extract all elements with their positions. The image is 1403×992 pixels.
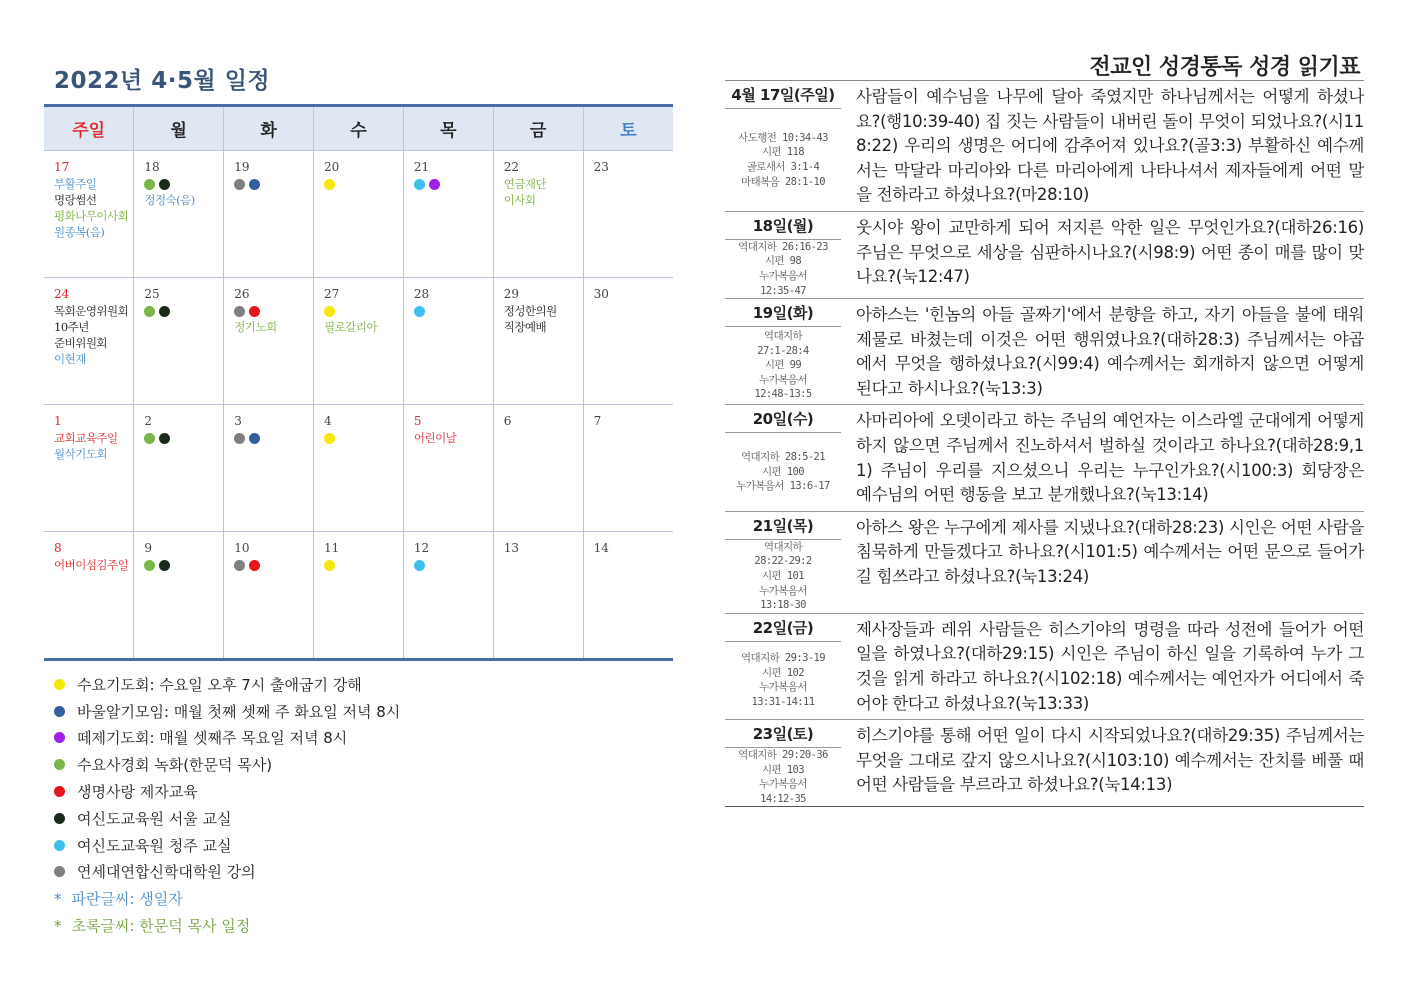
reading-question: 아하스 왕은 누구에게 제사를 지냈나요?(대하28:23) 시인은 어떤 사람을 침묵하게 만들겠다고 하나요?(시101:5) 예수께서는 어떤 문으로 들어가길 힘쓰라고 하셨나요?(눅13:24) [856, 517, 1365, 586]
reading-meta [725, 405, 841, 510]
reading-refs [725, 748, 841, 806]
calendar-day-cell [583, 277, 673, 404]
schedule-dot [249, 179, 260, 190]
schedule-dot [324, 433, 335, 444]
weekday-header: 목 [403, 107, 493, 150]
reading-entry [725, 512, 1364, 614]
schedule-dots [324, 179, 403, 190]
schedule-dots [234, 306, 313, 317]
day-number: 25 [144, 286, 160, 301]
reading-meta [725, 81, 841, 211]
schedule-dot [234, 433, 245, 444]
reading-refs [725, 540, 841, 613]
day-number: 28 [413, 286, 430, 301]
reading-refs [725, 240, 841, 298]
weekday-header: 토 [583, 107, 673, 150]
reading-ref: 골로새서 3:1-4 [746, 161, 820, 173]
day-number: 18 [144, 159, 160, 174]
schedule-dots [234, 433, 313, 444]
reading-ref: 누가복음서 [759, 778, 807, 791]
calendar-day-cell [493, 531, 583, 658]
calendar-week-row [44, 277, 673, 404]
reading-title: 전교인 성경통독 성경 읽기표 [1089, 55, 1360, 80]
reading-day: 18일(월) [725, 212, 841, 240]
schedule-dots [144, 306, 223, 317]
day-number: 19 [234, 159, 250, 174]
calendar-event: 10주년 [54, 319, 89, 334]
reading-ref: 12:48-13:5 [754, 388, 812, 401]
schedule-dot [249, 560, 260, 571]
reading-ref: 사도행전 10:34-43 [738, 131, 828, 144]
schedule-dot [159, 179, 170, 190]
calendar-day-cell [44, 404, 134, 531]
legend-item [54, 725, 673, 752]
asterisk: * [54, 916, 62, 935]
reading-ref: 시편 118 [762, 146, 804, 159]
reading-ref: 누가복음서 [759, 373, 807, 386]
reading-ref: 마태복음 28:1-10 [741, 175, 825, 188]
reading-ref: 누가복음서 13:6-17 [736, 480, 830, 493]
calendar-event: 이현재 [54, 351, 86, 366]
schedule-dot [159, 433, 170, 444]
legend-text: 수요사경회 녹화(한문덕 목사) [77, 756, 273, 775]
calendar-day-cell [493, 277, 583, 404]
reading-ref: 시편 101 [762, 569, 804, 582]
day-number: 24 [54, 286, 70, 301]
weekday-header: 화 [224, 107, 314, 150]
schedule-dots [324, 560, 403, 571]
calendar-event: 연금재단 [503, 176, 547, 191]
calendar-event: 정기노회 [234, 319, 277, 334]
day-number: 11 [324, 540, 340, 555]
schedule-dot [234, 560, 245, 571]
legend-dot [54, 706, 65, 717]
calendar-day-cell [403, 404, 493, 531]
reading-refs [725, 642, 841, 719]
reading-entry [725, 405, 1364, 511]
calendar-section [44, 62, 673, 939]
schedule-dots [414, 306, 493, 317]
legend-item [54, 698, 673, 725]
calendar-event: 어버이섬김주일 [54, 557, 129, 572]
calendar-day-cell [583, 404, 673, 531]
reading-meta [725, 299, 841, 404]
calendar-event: 부활주일 [54, 176, 97, 191]
calendar-week-row [44, 531, 673, 658]
calendar-day-cell [314, 277, 404, 404]
calendar-day-cell [314, 531, 404, 658]
calendar-day-cell [403, 531, 493, 658]
reading-question: 제사장들과 레위 사람들은 히스기야의 명령을 따라 성전에 들어가 어떤 일을 하였나요?(대하29:15) 시인은 주님이 하신 일을 기록하여 누가 그것을 읽게 하라고 하나요?(시102:18) 예수께서는 예언자가 어디에서 죽어야 한다고 하셨나요?(눅13:33) [856, 619, 1364, 713]
day-number: 17 [54, 159, 70, 174]
reading-ref: 역대지하 29:3-19 [741, 652, 825, 665]
reading-ref: 시편 102 [762, 666, 804, 679]
calendar-week-row [44, 404, 673, 531]
legend-text: 여신도교육원 서울 교실 [77, 809, 232, 828]
calendar-event: 명랑썸선 [54, 192, 97, 207]
reading-meta [725, 212, 841, 298]
reading-question: 웃시야 왕이 교만하게 되어 저지른 악한 일은 무엇인가요?(대하26:16) 주님은 무엇으로 세상을 심판하시나요?(시98:9) 어떤 종이 매를 많이 맞나요?(눅12:47) [856, 218, 1364, 287]
schedule-dot [249, 433, 260, 444]
reading-ref: 14:12-35 [760, 792, 806, 805]
legend-text: 연세대연합신학대학원 강의 [77, 863, 256, 882]
reading-entries [725, 81, 1364, 807]
legend-item [54, 671, 673, 698]
schedule-dot [159, 560, 170, 571]
day-number: 14 [593, 540, 609, 555]
schedule-dots [324, 306, 403, 317]
day-number: 27 [324, 286, 340, 301]
reading-refs [725, 327, 841, 404]
calendar-event: 원종복(음) [54, 224, 105, 239]
schedule-dot [234, 179, 245, 190]
calendar-day-cell [134, 531, 224, 658]
calendar-event: 목회운영위원회 [54, 303, 129, 318]
calendar-day-cell [44, 150, 134, 277]
schedule-dots [414, 560, 493, 571]
reading-question: 사마리아에 오뎃이라고 하는 주님의 예언자는 이스라엘 군대에게 어떻게 하지 않으면 주님께서 진노하셔서 벌하실 것이라고 하나요?(대하28:9,11) 주님이 우리를 지으셨으니 우리는 누구인가요?(시100:3) 회당장은 예수님의 어떤 행동을 보고 분개했나요?(눅13:14) [856, 411, 1364, 505]
reading-ref: 누가복음서 [759, 681, 807, 694]
legend-item [54, 832, 673, 859]
reading-ref: 누가복음서 [759, 584, 807, 597]
legend-dot [54, 732, 65, 743]
calendar-day-cell [583, 531, 673, 658]
reading-entry [725, 720, 1364, 807]
calendar-title: 2022년 4·5월 일정 [54, 68, 271, 94]
schedule-dots [234, 560, 313, 571]
day-number: 4 [324, 413, 332, 428]
reading-ref: 시편 98 [764, 255, 802, 268]
reading-day: 22일(금) [725, 614, 841, 642]
reading-ref: 역대지하 [763, 330, 803, 343]
reading-meta [725, 720, 841, 806]
reading-ref: 역대지하 [763, 540, 803, 553]
calendar-day-cell [314, 404, 404, 531]
calendar-day-cell [583, 150, 673, 277]
day-number: 22 [503, 159, 519, 174]
schedule-dots [234, 179, 313, 190]
day-number: 23 [593, 159, 609, 174]
day-number: 8 [54, 540, 62, 555]
schedule-dot [144, 306, 155, 317]
reading-ref: 13:31-14:11 [751, 695, 815, 708]
reading-ref: 누가복음서 [759, 270, 807, 282]
day-number: 1 [54, 413, 62, 428]
calendar-event: 어린이날 [413, 430, 457, 445]
note-text: 파란글씨: 생일자 [71, 890, 183, 909]
schedule-dot [324, 560, 335, 571]
reading-question: 아하스는 '힌놈의 아들 골짜기'에서 분향을 하고, 자기 아들을 불에 태워 제물로 바쳤는데 이것은 어떤 행위였나요?(대하28:3) 주님께서는 야곱에서 무엇을 행하셨나요?(시99:4) 예수께서는 회개하지 않으면 어떻게 된다고 하시나요?(눅13:3) [856, 305, 1364, 398]
reading-question: 사람들이 예수님을 나무에 달아 죽였지만 하나님께서는 어떻게 하셨나요?(행10:39-40) 집 짓는 사람들이 내버린 돌이 무엇이 되었나요?(시118:22) 우리의 생명은 어디에 감추어져 있나요?(골3:3) 부활하신 예수께서는 막달라 마리아와 다른 마리아에게 나타나셔서 제자들에게 어떤 말을 전하라고 하셨나요?(마28:10) [856, 87, 1364, 205]
legend-dot [54, 786, 65, 797]
day-number: 21 [413, 159, 430, 174]
legend-text: 바울알기모임: 매월 첫째 셋째 주 화요일 저녁 8시 [77, 702, 401, 721]
day-number: 30 [593, 286, 609, 301]
legend-text: 여신도교육원 청주 교실 [77, 836, 232, 855]
reading-entry [725, 81, 1364, 212]
calendar-event: 직장예배 [503, 319, 547, 334]
reading-question: 히스기야를 통해 어떤 일이 다시 시작되었나요?(대하29:35) 주님께서는 무엇을 그대로 갚지 않으시나요?(시103:10) 예수께서는 잔치를 베풀 때 어떤 사람들을 부르라고 하셨나요?(눅14:13) [856, 726, 1364, 795]
reading-entry [725, 299, 1364, 405]
legend-item [54, 805, 673, 832]
reading-ref: 역대지하 26:16-23 [738, 240, 828, 253]
calendar-day-cell [44, 277, 134, 404]
schedule-dot [144, 179, 155, 190]
reading-meta [725, 614, 841, 719]
note-text: 초록글씨: 한문덕 목사 일정 [71, 917, 251, 936]
legend-dot [54, 813, 65, 824]
calendar-day-cell [224, 404, 314, 531]
reading-ref: 역대지하 29:20-36 [738, 748, 828, 761]
schedule-dot [324, 306, 335, 317]
asterisk: * [54, 889, 62, 908]
calendar-event: 정정숙(음) [144, 192, 195, 207]
schedule-dots [414, 179, 493, 190]
calendar-day-cell [224, 277, 314, 404]
day-number: 26 [234, 286, 250, 301]
schedule-dots [144, 179, 223, 190]
day-number: 2 [144, 413, 152, 428]
calendar-day-cell [493, 404, 583, 531]
calendar-event: 월삭기도회 [54, 446, 108, 461]
reading-ref: 13:18-30 [760, 599, 806, 612]
legend [44, 671, 673, 939]
reading-entry [725, 212, 1364, 299]
day-number: 29 [503, 286, 519, 301]
calendar-event: 준비위원회 [54, 335, 108, 350]
weekday-header: 월 [134, 107, 224, 150]
reading-ref: 27:1-28:4 [757, 344, 809, 357]
day-number: 10 [234, 540, 250, 555]
legend-item [54, 859, 673, 886]
legend-note [54, 912, 673, 939]
day-number: 3 [234, 413, 242, 428]
reading-meta [725, 512, 841, 613]
schedule-dot [414, 179, 425, 190]
day-number: 20 [324, 159, 340, 174]
reading-section [725, 50, 1364, 807]
weekday-header-row [44, 107, 673, 150]
calendar-table [44, 107, 673, 658]
reading-ref: 28:22-29:2 [754, 555, 812, 568]
calendar-day-cell [134, 277, 224, 404]
calendar-week-row [44, 150, 673, 277]
calendar-day-cell [44, 531, 134, 658]
reading-refs [725, 433, 841, 510]
schedule-dot [249, 306, 260, 317]
schedule-dots [324, 433, 403, 444]
legend-dot [54, 840, 65, 851]
reading-ref: 시편 103 [762, 763, 804, 776]
legend-text: 수요기도회: 수요일 오후 7시 출애굽기 강해 [77, 675, 362, 694]
reading-day: 4월 17일(주일) [725, 81, 841, 109]
reading-day: 23일(토) [725, 720, 841, 748]
schedule-dot [414, 560, 425, 571]
day-number: 5 [413, 413, 422, 428]
schedule-dots [144, 433, 223, 444]
calendar-day-cell [493, 150, 583, 277]
schedule-dots [144, 560, 223, 571]
legend-dot [54, 866, 65, 877]
day-number: 12 [413, 540, 430, 555]
legend-dot [54, 679, 65, 690]
calendar-bottom-rule [44, 658, 673, 661]
reading-refs [725, 109, 841, 211]
reading-entry [725, 614, 1364, 720]
reading-ref: 시편 100 [762, 465, 804, 478]
calendar-event: 이사회 [503, 192, 536, 207]
reading-ref: 역대지하 28:5-21 [741, 450, 825, 463]
schedule-dot [144, 560, 155, 571]
reading-ref: 시편 99 [764, 359, 802, 372]
schedule-dot [324, 179, 335, 190]
calendar-day-cell [224, 150, 314, 277]
legend-text: 생명사랑 제자교육 [77, 783, 198, 802]
legend-text: 떼제기도회: 매월 셋째주 목요일 저녁 8시 [77, 729, 348, 748]
calendar-day-cell [314, 150, 404, 277]
reading-day: 20일(수) [725, 405, 841, 433]
day-number: 9 [144, 540, 152, 555]
legend-dot [54, 759, 65, 770]
calendar-day-cell [134, 150, 224, 277]
legend-item [54, 751, 673, 778]
calendar-event: 필로갈리아 [324, 319, 378, 334]
calendar-event: 정성한의원 [503, 303, 557, 318]
schedule-dot [144, 433, 155, 444]
calendar-day-cell [224, 531, 314, 658]
reading-ref: 12:35-47 [760, 284, 806, 297]
day-number: 6 [503, 413, 512, 428]
weekday-header: 금 [493, 107, 583, 150]
weekday-header: 주일 [44, 107, 134, 150]
reading-day: 21일(목) [725, 512, 841, 540]
schedule-dot [429, 179, 440, 190]
calendar-event: 교회교육주일 [54, 430, 118, 445]
calendar-body [44, 150, 673, 658]
calendar-day-cell [403, 277, 493, 404]
schedule-dot [234, 306, 245, 317]
calendar-event: 평화나무이사회 [54, 208, 129, 223]
calendar-day-cell [403, 150, 493, 277]
legend-item [54, 778, 673, 805]
schedule-dot [414, 306, 425, 317]
calendar-day-cell [134, 404, 224, 531]
day-number: 7 [593, 413, 602, 428]
reading-day: 19일(화) [725, 299, 841, 327]
legend-note [54, 885, 673, 912]
day-number: 13 [503, 540, 519, 555]
schedule-dot [159, 306, 170, 317]
weekday-header: 수 [314, 107, 404, 150]
